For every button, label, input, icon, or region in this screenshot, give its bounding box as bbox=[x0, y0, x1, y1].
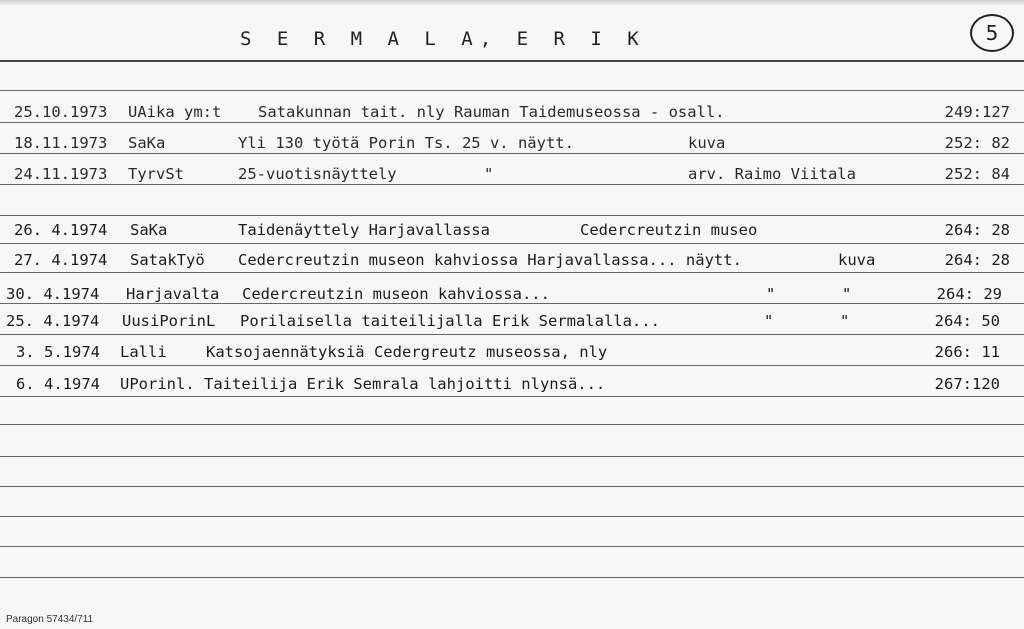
entry-date: 27. 4.1974 bbox=[14, 251, 108, 269]
entry-row bbox=[0, 285, 1024, 307]
rule-line bbox=[0, 243, 1024, 244]
entry-ref: 264: 29 bbox=[936, 285, 1002, 303]
entry-date: 3. 5.1974 bbox=[16, 343, 100, 361]
entry-extra2: " bbox=[842, 285, 852, 303]
entry-ref: 249:127 bbox=[944, 103, 1010, 121]
entry-date: 25. 4.1974 bbox=[6, 312, 100, 330]
entry-ref: 264: 28 bbox=[944, 221, 1010, 239]
rule-line bbox=[0, 424, 1024, 425]
entry-text: Cedercreutzin museon kahviossa... bbox=[242, 285, 550, 303]
entry-text: Satakunnan tait. nly Rauman Taidemuseossa - osall. bbox=[258, 103, 725, 121]
entry-extra: " bbox=[766, 285, 776, 303]
entry-row bbox=[0, 343, 1024, 365]
rule-line bbox=[0, 60, 1024, 62]
entry-row bbox=[0, 375, 1024, 397]
entry-extra: Cedercreutzin museo bbox=[580, 221, 758, 239]
entry-row bbox=[0, 312, 1024, 334]
entry-date: 18.11.1973 bbox=[14, 134, 108, 152]
rule-line bbox=[0, 90, 1024, 91]
entry-source: TyrvSt bbox=[128, 165, 184, 183]
entry-text: Yli 130 työtä Porin Ts. 25 v. näytt. bbox=[238, 134, 574, 152]
entry-source: Lalli bbox=[120, 343, 167, 361]
entry-text: Porilaisella taiteilijalla Erik Sermalalla... bbox=[240, 312, 660, 330]
entry-ref: 264: 50 bbox=[934, 312, 1000, 330]
rule-line bbox=[0, 577, 1024, 578]
rule-line bbox=[0, 486, 1024, 487]
card-title: S E R M A L A, E R I K bbox=[240, 28, 646, 50]
rule-line bbox=[0, 546, 1024, 547]
entry-extra2: arv. Raimo Viitala bbox=[688, 165, 856, 183]
entry-source: UPorinl. bbox=[120, 375, 195, 393]
rule-line bbox=[0, 215, 1024, 216]
entry-ref: 264: 28 bbox=[944, 251, 1010, 269]
entry-extra2: " bbox=[840, 312, 850, 330]
card-number: 5 bbox=[985, 21, 999, 45]
entry-date: 26. 4.1974 bbox=[14, 221, 108, 239]
card-number-circle bbox=[970, 14, 1014, 52]
entry-text: Taidenäyttely Harjavallassa bbox=[238, 221, 490, 239]
card-footer-print: Paragon 57434/711 bbox=[6, 614, 94, 625]
card-top-edge bbox=[0, 0, 1024, 6]
entry-row bbox=[0, 251, 1024, 273]
entry-source: SaKa bbox=[128, 134, 166, 152]
entry-extra: " bbox=[764, 312, 774, 330]
entry-row bbox=[0, 103, 1024, 125]
entry-row bbox=[0, 134, 1024, 156]
entry-ref: 252: 84 bbox=[944, 165, 1010, 183]
entry-ref: 266: 11 bbox=[934, 343, 1000, 361]
entry-text: Taiteilija Erik Semrala lahjoitti nlynsä... bbox=[204, 375, 606, 393]
entry-date: 25.10.1973 bbox=[14, 103, 108, 121]
rule-line bbox=[0, 334, 1024, 335]
entry-source: UusiPorinL bbox=[122, 312, 216, 330]
entry-row bbox=[0, 221, 1024, 243]
entry-ref: 252: 82 bbox=[944, 134, 1010, 152]
entry-date: 6. 4.1974 bbox=[16, 375, 100, 393]
entry-text: Katsojaennätyksiä Cedergreutz museossa, nly bbox=[206, 343, 608, 361]
entry-extra: " bbox=[484, 165, 494, 183]
entry-source: SaKa bbox=[130, 221, 168, 239]
rule-line bbox=[0, 516, 1024, 517]
entry-date: 24.11.1973 bbox=[14, 165, 108, 183]
rule-line bbox=[0, 365, 1024, 366]
entry-source: UAika ym:t bbox=[128, 103, 222, 121]
entry-source: Harjavalta bbox=[126, 285, 220, 303]
entry-date: 30. 4.1974 bbox=[6, 285, 100, 303]
entry-extra: kuva bbox=[688, 134, 726, 152]
entry-source: SatakTyö bbox=[130, 251, 205, 269]
entry-ref: 267:120 bbox=[934, 375, 1000, 393]
entry-text: Cedercreutzin museon kahviossa Harjavallassa... näytt. bbox=[238, 251, 742, 269]
rule-line bbox=[0, 456, 1024, 457]
entry-text: 25-vuotisnäyttely bbox=[238, 165, 397, 183]
entry-row bbox=[0, 165, 1024, 187]
entry-extra: kuva bbox=[838, 251, 876, 269]
